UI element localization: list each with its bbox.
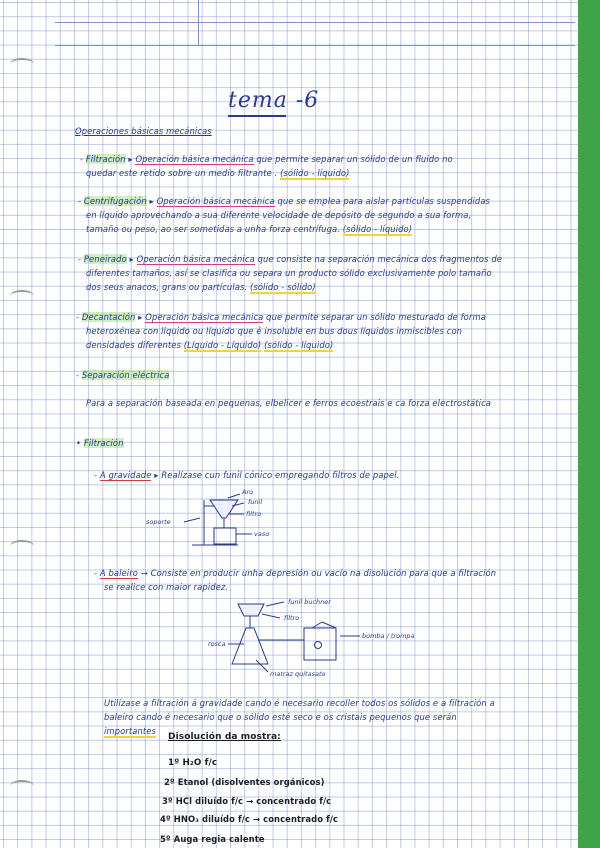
disolucion-step-4: 4º HNO₃ diluído f/c → concentrado f/c: [160, 814, 339, 824]
label-matraz: matraz quitasato: [270, 670, 326, 678]
item-peneirado-head: Peneirado: [83, 254, 127, 264]
disolucion-step-2: 2º Etanol (disolventes orgánicos): [164, 777, 325, 787]
item-separacion-line2: Para a separación baseada en pequenas, elbelicer e ferros ecoestrais e ca forza electrostática: [86, 398, 492, 408]
label-aro: Aro: [242, 488, 254, 496]
baleiro-line1: - A baleiro → Consiste en producir unha depresión ou vacío na disolución para que a filtración: [94, 568, 497, 578]
item-centrifugacion-line2: en líquido aprovechando a sua diferente velocidade de depósito de segundo a sua forma,: [86, 210, 472, 220]
label-vaso: vaso: [254, 530, 270, 538]
note-text3: importantes: [104, 726, 156, 736]
disolucion-step-5: 5º Auga regia calente: [160, 834, 265, 844]
filtracion-heading-text: Filtración: [83, 438, 124, 448]
baleiro-head: A baleiro: [99, 568, 139, 578]
label-funil-buchner: funil buchner: [288, 598, 331, 606]
item-filtracion-head: Filtración: [85, 154, 126, 164]
item-decantacion-line2: heteroxénea con líquido ou líquido que é insoluble en bus dous líquidos inmiscibles con: [86, 326, 463, 336]
item-peneirado-text3: dos seus anacos, grans ou partículas.: [86, 282, 248, 292]
gravidade-line: - A gravidade ▸ Realízase cun funil cónico empregando filtros de papel.: [94, 470, 400, 480]
note-line1: Utilízase a filtración á gravidade cando é necesario recoller todos os sólidos e a filtración a: [104, 698, 495, 708]
item-decantacion-text1: que permite separar un sólido mesturado de forma: [266, 312, 486, 322]
item-centrifugacion-line1: - Centrifugación ▸ Operación básica mecánica que se emplea para aislar partículas suspendidas: [78, 196, 491, 206]
disolucion-step-3: 3º HCl diluído f/c → concentrado f/c: [162, 796, 332, 806]
item-centrifugacion-head: Centrifugación: [83, 196, 147, 206]
item-filtracion-lead: Operación básica mecánica: [135, 154, 254, 164]
disolucion-heading: Disolución da mostra:: [168, 732, 281, 742]
label-rosca: rosca: [208, 640, 226, 648]
baleiro-line2: se realice con maior rapidez.: [104, 582, 229, 592]
item-separacion-line1: - Separación eléctrica: [76, 370, 170, 380]
label-filtro-baleiro: filtro: [284, 614, 300, 622]
item-peneirado-line2: diferentes tamaños, así se clasifica ou separa un producto sólido exclusivamente polo tamaño: [86, 268, 492, 278]
item-decantacion-line1: - Decantación ▸ Operación básica mecánica que permite separar un sólido mesturado de forma: [76, 312, 486, 322]
item-peneirado-text1: que consiste na separación mecánica dos fragmentos de: [257, 254, 503, 264]
gravidade-text: Realízase cun funil cónico empregando filtros de papel.: [161, 470, 400, 480]
item-centrifugacion-text1: que se emplea para aislar partículas suspendidas: [277, 196, 491, 206]
item-separacion-head: Separación eléctrica: [81, 370, 170, 380]
label-bomba: bomba / trompa: [362, 632, 415, 640]
item-decantacion-tag1: (Líquido - Líquido): [183, 340, 262, 350]
label-funil: funil: [248, 498, 263, 506]
item-decantacion-head: Decantación: [81, 312, 136, 322]
item-centrifugacion-text3: tamaño ou peso, ao ser sometidas a unha forza centrífuga.: [86, 224, 341, 234]
gravidade-head: A gravidade: [99, 470, 152, 480]
item-peneirado-line1: - Peneirado ▸ Operación básica mecánica que consiste na separación mecánica dos fragmentos de: [78, 254, 503, 264]
disolucion-step-1: 1º H₂O f/c: [168, 758, 218, 768]
item-filtracion-tag: (sólido - líquido): [280, 168, 350, 178]
page-title: tema -6: [228, 88, 320, 113]
item-peneirado-tag: (sólido - sólido): [250, 282, 316, 292]
item-filtracion-line1: - Filtración ▸ Operación básica mecánica que permite separar un sólido de un fluido no: [80, 154, 453, 164]
label-filtro: filtro: [246, 510, 262, 518]
item-peneirado-lead: Operación básica mecánica: [136, 254, 255, 264]
label-soporte: soporte: [146, 518, 171, 526]
item-centrifugacion-lead: Operación básica mecánica: [156, 196, 275, 206]
item-filtracion-text1: que permite separar un sólido de un fluido no: [256, 154, 453, 164]
item-decantacion-text3: densidades diferentes: [86, 340, 181, 350]
filtracion-section-heading: • Filtración: [76, 438, 124, 448]
item-centrifugacion-tag: (sólido - líquido): [342, 224, 413, 234]
baleiro-text1: Consiste en producir unha depresión ou vacío na disolución para que a filtración: [150, 568, 497, 578]
note-line2: baleiro cando é necesario que o sólido esté seco e os cristais pequenos que serán: [104, 712, 457, 722]
note-line3: [104, 724, 156, 738]
subtitle: Operaciones básicas mecánicas: [75, 126, 212, 136]
item-filtracion-text2: quedar este retido sobre un medio filtrante .: [86, 168, 278, 178]
item-decantacion-lead: Operación básica mecánica: [145, 312, 264, 322]
item-decantacion-tag2: (sólido - líquido): [264, 340, 334, 350]
